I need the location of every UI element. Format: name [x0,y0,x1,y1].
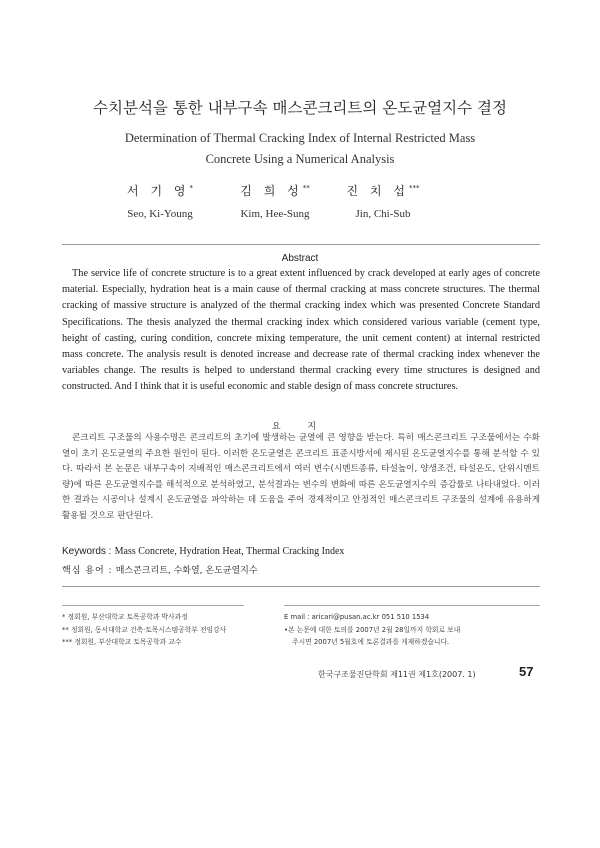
author-3-name-en: Jin, Chi-Sub [355,208,411,220]
author-1-name-en: Seo, Ki-Young [127,208,193,220]
author-3 [303,182,463,220]
keywords-ko-value: 매스콘크리트, 수화열, 온도균열지수 [115,566,258,576]
footnote-discussion-line-2: 주시면 2007년 5월호에 토론결과를 게재하겠습니다. [292,638,450,646]
keywords-ko-label: 핵심 용어 : [62,566,113,576]
keywords-value: Mass Concrete, Hydration Heat, Thermal Cracking Index [114,546,345,557]
abstract-top-rule [62,244,540,245]
title-en-line-2: Concrete Using a Numerical Analysis [205,152,395,166]
footnote-author-2: ** 정회원, 동서대학교 건축·토목시스템공학부 전임강사 [62,625,227,634]
title-en-line-1: Determination of Thermal Cracking Index of Internal Restricted Mass [124,131,476,145]
paper-title-english [60,128,540,170]
author-2-mark: ** [302,184,310,192]
keywords-label: Keywords : [62,546,112,557]
keywords-english [62,546,540,557]
keywords-korean [62,563,540,576]
paper-title-korean: 수치분석을 통한 내부구속 매스콘크리트의 온도균열지수 결정 [93,99,507,117]
footnote-discussion-line-1: •본 논문에 대한 토의를 2007년 2월 28일까지 학회로 보내 [284,625,461,634]
author-1-name-ko: 서 기 영 [127,184,190,198]
footnote-email: E mail : aricari@pusan.ac.kr 051 510 1534 [284,613,430,621]
page-number: 57 [519,664,534,679]
korean-abstract-body: 콘크리트 구조물의 사용수명은 콘크리트의 초기에 발생하는 균열에 큰 영향을 받는다. 특히 매스콘크리트 구조물에서는 수화열이 초기 온도균열의 주요한 원인이 된다. 이러한 온도균열은 콘크리트 표준시방서에 제시된 온도균열지수를 통해 분석할 수 있다. 따라서 본 논문은 내부구속이 지배적인 매스콘크리트에서 여러 변수(시멘트종류, 타설높이, 양생조건, 타설온도, 단위시멘트량)에 따른 온도균열지수를 해석적으로 분석하였고, 분석결과는 변수의 변화에 따른 온도균열지수의 증감률로 나타내었다. 이러한 결과는 시공이나 설계시 온도균열을 파악하는 데 도움을 주어 경제적이고 안정적인 매스콘크리트 구조물의 설계에 유용하게 활용될 것으로 판단된다. [62,433,540,521]
author-3-name-ko: 진 치 섭 [346,184,409,198]
author-1-mark: * [189,184,193,192]
abstract-body: The service life of concrete structure is to a great extent influenced by crack developed at early ages of concrete material. Especially, hydration heat is a main cause of thermal cracking at mass concrete structures. The thermal cracking of massive structure is analyzed of the thermal cracking index which was presented Concrete Standard Specifications. The thesis analyzed the thermal cracking index which considered various variable (cement type, height of casting, curing condition, concrete mixing temperature, the unit cement content) at internal restricted mass concrete. The analysis result is denoted increase and decrease rate of thermal cracking index whenever the variables change. The results is helped to understand thermal cracking every time structures is designed and constructed. And I think that it is useful economic and stable design of mass concrete structures. [62,268,540,393]
footnote-divider-right [284,605,540,606]
journal-footer: 한국구조물진단학회 제11권 제1호(2007. 1) [318,670,476,679]
footnotes-left [62,611,277,649]
abstract-bottom-rule [62,586,540,587]
footnote-author-1: * 정회원, 부산대학교 토목공학과 박사과정 [62,613,188,621]
author-2-name-en: Kim, Hee-Sung [240,208,310,220]
footnotes-right [284,611,540,649]
footnote-author-3: *** 정회원, 부산대학교 토목공학과 교수 [62,638,182,646]
abstract-heading: Abstract [281,253,319,264]
author-2-name-ko: 김 희 성 [240,184,303,198]
korean-abstract-heading: 요 지 [271,422,329,432]
footnote-divider-left [62,605,244,606]
author-3-mark: *** [408,184,420,192]
